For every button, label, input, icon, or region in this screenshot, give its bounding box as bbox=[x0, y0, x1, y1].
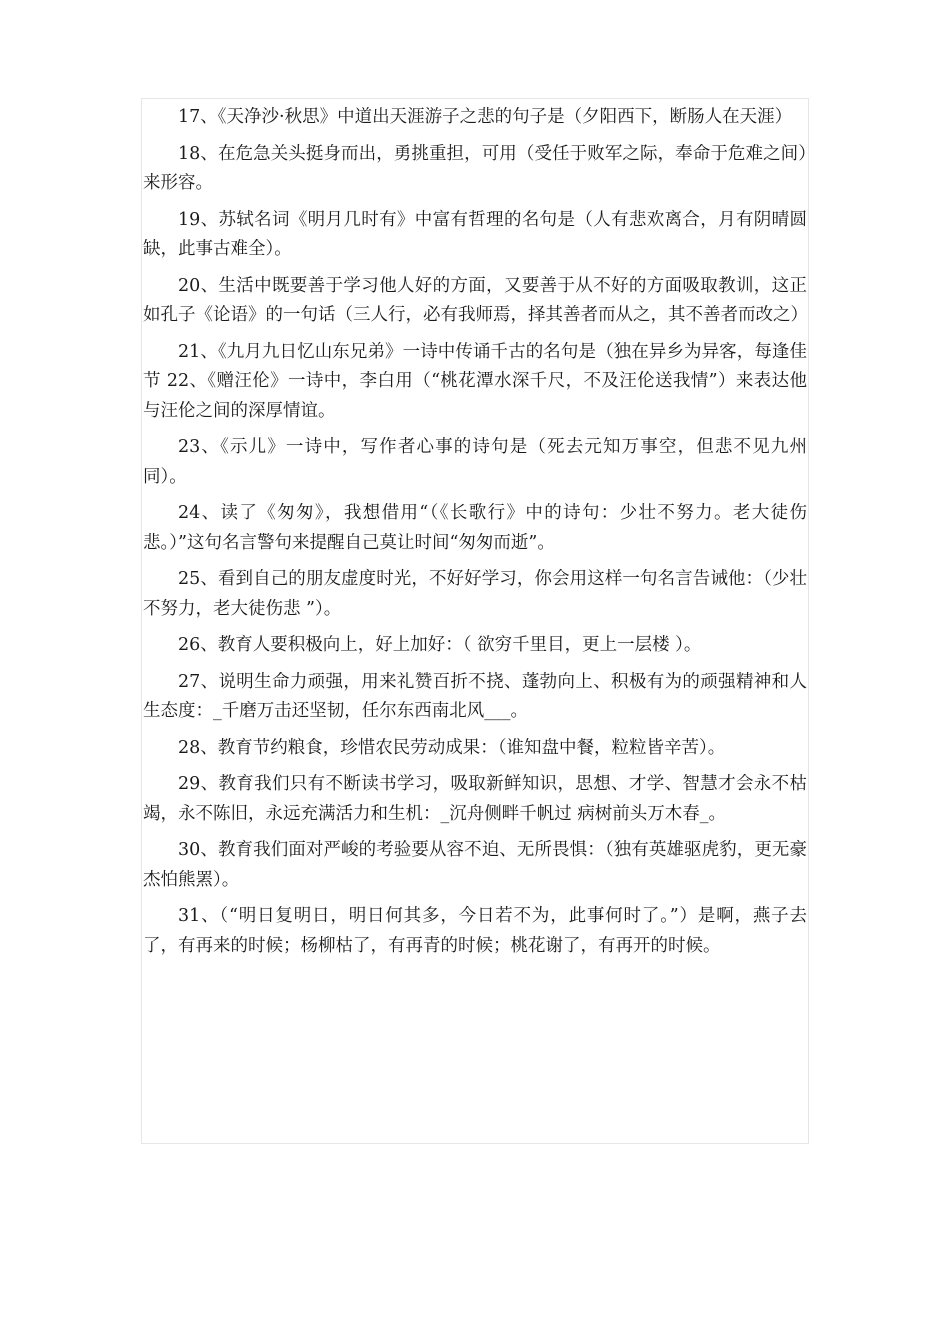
list-item: 31、（“明日复明日，明日何其多，今日若不为，此事何时了。”）是啊，燕子去了，有再来的时候；杨柳枯了，有再青的时候；桃花谢了，有再开的时候。 bbox=[143, 906, 807, 956]
list-item: 19、苏轼名词《明月几时有》中富有哲理的名句是（人有悲欢离合，月有阴晴圆缺，此事古难全）。 bbox=[143, 209, 807, 259]
list-item: 21、《九月九日忆山东兄弟》一诗中传诵千古的名句是（独在异乡为异客，每逢佳节 22、《赠汪伦》一诗中，李白用（“桃花潭水深千尺，不及汪伦送我情”）来表达他与汪伦之间的深厚情谊。 bbox=[143, 341, 807, 421]
list-item: 23、《示儿》一诗中，写作者心事的诗句是（死去元知万事空，但悲不见九州同）。 bbox=[143, 437, 807, 487]
document-body bbox=[143, 103, 807, 968]
list-item: 26、教育人要积极向上，好上加好：（ 欲穷千里目，更上一层楼 ）。 bbox=[178, 635, 702, 655]
list-item: 20、生活中既要善于学习他人好的方面，又要善于从不好的方面吸取教训，这正如孔子《论语》的一句话（三人行，必有我师焉，择其善者而从之，其不善者而改之） bbox=[143, 275, 808, 325]
list-item: 27、说明生命力顽强，用来礼赞百折不挠、蓬勃向上、积极有为的顽强精神和人生态度：_千磨万击还坚韧，任尔东西南北风___。 bbox=[143, 671, 807, 721]
list-item: 28、教育节约粮食，珍惜农民劳动成果：（谁知盘中餐，粒粒皆辛苦）。 bbox=[178, 737, 726, 758]
list-item: 25、看到自己的朋友虚度时光，不好好学习，你会用这样一句名言告诫他：（少壮不努力，老大徒伤悲 ”）。 bbox=[143, 569, 807, 619]
list-item: 30、教育我们面对严峻的考验要从容不迫、无所畏惧：（独有英雄驱虎豹，更无豪杰怕熊罴）。 bbox=[143, 840, 807, 890]
list-item: 17、《天净沙·秋思》中道出天涯游子之悲的句子是（夕阳西下，断肠人在天涯） bbox=[178, 107, 793, 127]
list-item: 18、在危急关头挺身而出，勇挑重担，可用（受任于败军之际，奉命于危难之间）来形容。 bbox=[143, 143, 807, 193]
list-item: 29、教育我们只有不断读书学习，吸取新鲜知识，思想、才学、智慧才会永不枯竭，永不陈旧，永远充满活力和生机：_沉舟侧畔千帆过 病树前头万木春_。 bbox=[143, 774, 807, 824]
list-item: 24、读了《匆匆》，我想借用“（《长歌行》中的诗句：少壮不努力。老大徒伤悲。）”这句名言警句来提醒自己莫让时间“匆匆而逝”。 bbox=[143, 503, 807, 553]
